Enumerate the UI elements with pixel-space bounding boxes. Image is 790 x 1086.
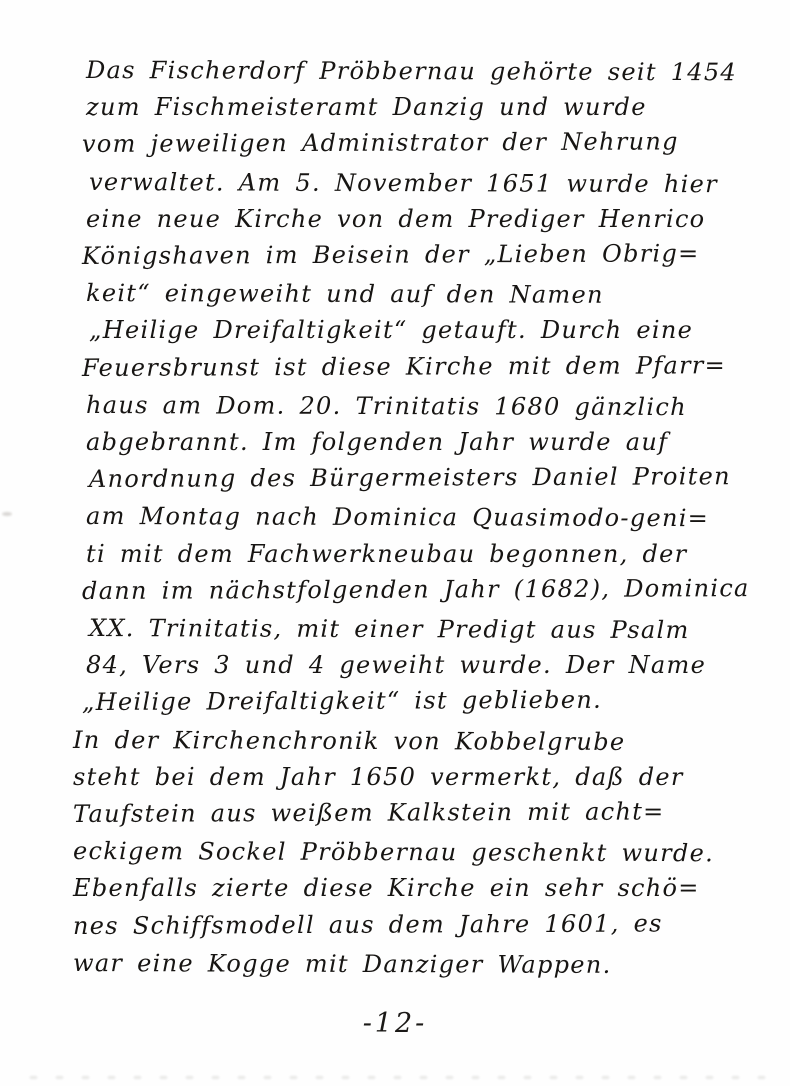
text-line: keit“ eingeweiht und auf den Namen bbox=[85, 279, 604, 310]
text-line: haus am Dom. 20. Trinitatis 1680 gänzlich bbox=[85, 390, 687, 421]
text-line: verwaltet. Am 5. November 1651 wurde hier bbox=[88, 167, 718, 198]
text-line: 84, Vers 3 und 4 geweiht wurde. Der Name bbox=[86, 651, 707, 680]
text-line: Taufstein aus weißem Kalkstein mit acht= bbox=[72, 797, 665, 829]
text-line: war eine Kogge mit Danziger Wappen. bbox=[72, 948, 612, 979]
text-line: „Heilige Dreifaltigkeit“ getauft. Durch eine bbox=[89, 316, 694, 345]
scan-speck bbox=[2, 512, 12, 516]
text-line: „Heilige Dreifaltigkeit“ ist geblieben. bbox=[81, 686, 603, 717]
page-number: -12- bbox=[362, 1008, 428, 1039]
text-line: Feuersbrunst ist diese Kirche mit dem Pfarr= bbox=[81, 350, 727, 382]
text-line: eckigem Sockel Pröbbernau geschenkt wurde. bbox=[72, 837, 715, 868]
text-line: In der Kirchenchronik von Kobbelgrube bbox=[72, 725, 626, 756]
text-line: Anordnung des Bürgermeisters Daniel Proiten bbox=[88, 462, 731, 494]
text-line: Königshaven im Beisein der „Lieben Obrig= bbox=[81, 239, 700, 271]
text-line: Ebenfalls zierte diese Kirche ein sehr schö= bbox=[73, 874, 700, 903]
text-line: nes Schiffsmodell aus dem Jahre 1601, es bbox=[72, 909, 663, 940]
text-line: steht bei dem Jahr 1650 vermerkt, daß der bbox=[73, 762, 684, 791]
text-line: abgebrannt. Im folgenden Jahr wurde auf bbox=[86, 428, 669, 457]
text-line: XX. Trinitatis, mit einer Predigt aus Psalm bbox=[88, 614, 690, 645]
handwritten-text-block bbox=[72, 52, 756, 982]
text-line: am Montag nach Dominica Quasimodo-geni= bbox=[85, 502, 710, 533]
scan-artifact-line bbox=[30, 1076, 770, 1079]
text-line: zum Fischmeisteramt Danzig und wurde bbox=[86, 93, 647, 122]
text-line: ti mit dem Fachwerkneubau begonnen, der bbox=[86, 539, 688, 568]
text-line: dann im nächstfolgenden Jahr (1682), Dominica bbox=[81, 573, 750, 605]
text-line: eine neue Kirche von dem Prediger Henrico bbox=[86, 204, 706, 233]
text-line: Das Fischerdorf Pröbbernau gehörte seit 1454 bbox=[85, 56, 738, 87]
text-line: vom jeweiligen Administrator der Nehrung bbox=[81, 127, 679, 159]
